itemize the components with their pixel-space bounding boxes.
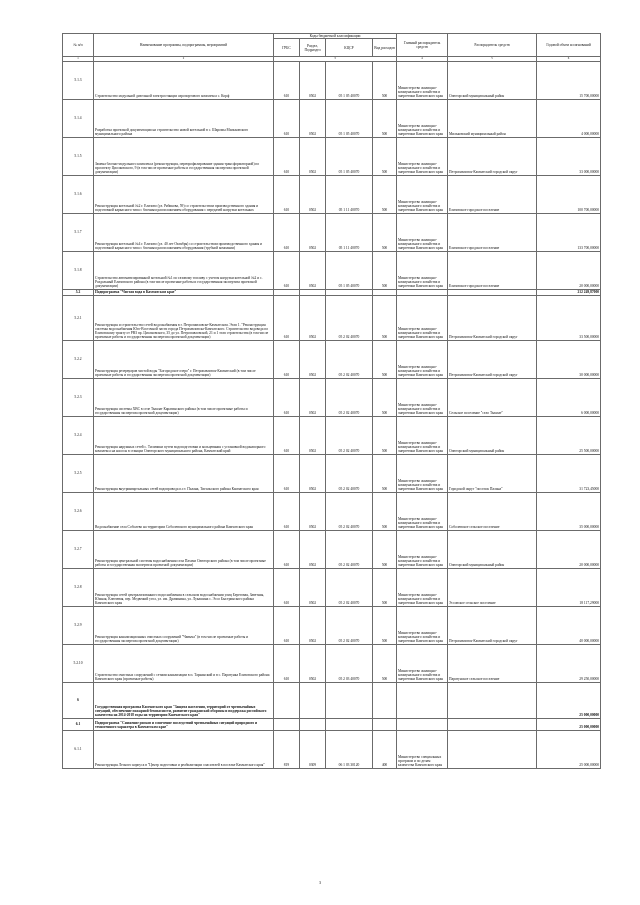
row-grbs: 610 <box>274 137 300 175</box>
row-number: 5.2.5 <box>63 454 94 492</box>
row-razdel: 0502 <box>300 340 326 378</box>
row-grbs: 610 <box>274 492 300 530</box>
row-vr: 500 <box>373 340 397 378</box>
row-grbs <box>274 718 300 730</box>
row-number: 6.1.1 <box>63 730 94 768</box>
row-recipient: Олюторский муниципальный район <box>448 416 537 454</box>
table-row <box>63 568 601 606</box>
row-total: 29 250,00000 <box>537 644 601 682</box>
row-vr: 500 <box>373 137 397 175</box>
row-ksr: 05 2 02 40070 <box>326 340 373 378</box>
row-vr: 500 <box>373 530 397 568</box>
row-recipient <box>448 730 537 768</box>
row-name: Государственная программа Камчатского края "Защита населения, территорий от чрезвычайных ситуаций, обеспечение пожарной безопасности, развитие гражданской обороны и поддержка российского казачества на 2014-2018 годы на территории Камчатского края" <box>94 682 274 718</box>
row-admin: Министерство жилищно-коммунального хозяйства и энергетики Камчатского края <box>397 530 448 568</box>
row-razdel: 0502 <box>300 251 326 289</box>
row-vr: 500 <box>373 416 397 454</box>
table-row <box>63 340 601 378</box>
row-total: 212 249,87000 <box>537 289 601 295</box>
row-total: 25 500,00000 <box>537 416 601 454</box>
row-name: Водоснабжение села Соболево на территории Соболевского муниципального района Камчатского края <box>94 492 274 530</box>
row-vr: 500 <box>373 175 397 213</box>
row-recipient: Елизовское городское поселение <box>448 251 537 289</box>
index-cell: 5 <box>448 57 537 61</box>
row-vr: 500 <box>373 213 397 251</box>
row-ksr: 05 2 02 40070 <box>326 492 373 530</box>
row-total: 6 000,00000 <box>537 378 601 416</box>
table-row <box>63 61 601 99</box>
row-number: 5.1.4 <box>63 99 94 137</box>
row-razdel: 0309 <box>300 730 326 768</box>
row-number: 5.1.5 <box>63 137 94 175</box>
row-name: Реконструкция канализационных очистных сооружений "Чавыча" (в том числе проектные работы и государственная экспертиза проектной документации) <box>94 606 274 644</box>
row-razdel: 0502 <box>300 454 326 492</box>
row-grbs: 610 <box>274 213 300 251</box>
row-recipient <box>448 682 537 718</box>
row-ksr: 06 1 03 30120 <box>326 730 373 768</box>
row-recipient: Петропавловск-Камчатский городской округ <box>448 137 537 175</box>
row-name: Реконструкция котельной №2 г. Елизово (ул. Рябикова, 59) со строительством производственного здания и подготовкой каркасного типа с блочным расположением оборудования с передачей нагрузки котельных <box>94 175 274 213</box>
row-vr: 400 <box>373 730 397 768</box>
row-number: 5.2.3 <box>63 378 94 416</box>
row-admin: Министерство специальных программ и по делам казачества Камчатского края <box>397 730 448 768</box>
row-razdel <box>300 718 326 730</box>
row-recipient: Петропавловск-Камчатский городской округ <box>448 606 537 644</box>
row-razdel: 0502 <box>300 295 326 340</box>
row-admin: Министерство жилищно-коммунального хозяйства и энергетики Камчатского края <box>397 644 448 682</box>
row-grbs: 610 <box>274 61 300 99</box>
header-ksr: КЦСР <box>326 39 373 57</box>
row-total: 33 500,00000 <box>537 295 601 340</box>
row-name: Реконструкция сетей централизованного водоснабжения в сельском водоснабжении улиц Береговая, Заветная, Южная, Ключевая, пер. Медвежий угол, ул. им. Драчинина, ул. Лукашина с. Эссо Быстринского района Камчатского края <box>94 568 274 606</box>
row-total: 25 000,00000 <box>537 682 601 718</box>
row-recipient: Городской округ "поселок Палана" <box>448 454 537 492</box>
row-name: Реконструкция котельной №4 г. Елизово (ул. 40 лет Октября) со строительством производственного здания и подготовкой каркасного типа с блочным расположением оборудования (трубной компании) <box>94 213 274 251</box>
row-grbs: 610 <box>274 340 300 378</box>
row-name: Замена блочно-модульного комплекса (реконструкция, перепрофилирование здания трансформаторной) по проспекту Циолковского, 9 (в том числе проектные работы и государственная экспертиза проектной документации) <box>94 137 274 175</box>
row-total: 4 000,00000 <box>537 99 601 137</box>
row-ksr <box>326 682 373 718</box>
row-number: 6 <box>63 682 94 718</box>
row-admin: Министерство жилищно-коммунального хозяйства и энергетики Камчатского края <box>397 213 448 251</box>
row-admin: Министерство жилищно-коммунального хозяйства и энергетики Камчатского края <box>397 568 448 606</box>
row-admin: Министерство жилищно-коммунального хозяйства и энергетики Камчатского края <box>397 454 448 492</box>
header-name: Наименование программы, подпрограммы, мероприятий <box>94 34 274 57</box>
row-number: 6.1 <box>63 718 94 730</box>
row-grbs: 610 <box>274 530 300 568</box>
row-admin: Министерство жилищно-коммунального хозяйства и энергетики Камчатского края <box>397 606 448 644</box>
row-total: 25 000,00000 <box>537 730 601 768</box>
row-total: 31 723,45000 <box>537 454 601 492</box>
table-row <box>63 416 601 454</box>
row-ksr: 05 1 05 40070 <box>326 61 373 99</box>
table-row <box>63 175 601 213</box>
row-admin: Министерство жилищно-коммунального хозяйства и энергетики Камчатского края <box>397 61 448 99</box>
page-number: 3 <box>319 880 321 885</box>
row-razdel: 0502 <box>300 61 326 99</box>
row-ksr: 05 2 02 40070 <box>326 295 373 340</box>
row-grbs: 610 <box>274 568 300 606</box>
row-admin: Министерство жилищно-коммунального хозяйства и энергетики Камчатского края <box>397 175 448 213</box>
row-vr: 500 <box>373 99 397 137</box>
row-total: 100 700,00000 <box>537 175 601 213</box>
row-ksr: 05 2 02 40070 <box>326 530 373 568</box>
row-admin: Министерство жилищно-коммунального хозяйства и энергетики Камчатского края <box>397 378 448 416</box>
table-row <box>63 454 601 492</box>
row-recipient: Петропавловск-Камчатский городской округ <box>448 295 537 340</box>
row-name: Реконструкция Лесного корпуса в "Центр подготовки и реабилитации спасателей в поселке Камчатского края" <box>94 730 274 768</box>
row-number: 5.2.4 <box>63 416 94 454</box>
table-row <box>63 644 601 682</box>
row-grbs: 610 <box>274 99 300 137</box>
row-name: Реконструкция и строительство сетей водоснабжения в г. Петропавловске-Камчатском. Этап 1. "Реконструкция системы водоснабжения Юго-Восточной части города Петропавловска-Камчатского. Строительство водовода по Елизовскому тракту от РВЗ пр. Циолковского, 35 до ул. Петропавловской, 21 и 1 этап строительства (в том числе проектные работы и государственная экспертиза проектной документации) <box>94 295 274 340</box>
row-recipient: Соболевское сельское поселение <box>448 492 537 530</box>
row-grbs: 610 <box>274 454 300 492</box>
header-grbs: ГРБС <box>274 39 300 57</box>
row-total: 133 700,00000 <box>537 213 601 251</box>
row-recipient: Елизовское городское поселение <box>448 213 537 251</box>
row-number: 5.1.3 <box>63 61 94 99</box>
row-total: 40 000,00000 <box>537 606 601 644</box>
row-grbs: 819 <box>274 730 300 768</box>
row-razdel: 0502 <box>300 137 326 175</box>
row-ksr: 05 1 05 40070 <box>326 99 373 137</box>
row-razdel: 0502 <box>300 492 326 530</box>
header-num: № п/п <box>63 34 94 57</box>
row-vr <box>373 682 397 718</box>
row-vr: 500 <box>373 378 397 416</box>
row-ksr: 05 2 02 40070 <box>326 416 373 454</box>
row-total: 35 000,00000 <box>537 492 601 530</box>
row-name: Разработка проектной документации на строительство новой котельной в с. Шаромы Мильковского муниципального района <box>94 99 274 137</box>
row-grbs: 610 <box>274 644 300 682</box>
row-name: Подпрограмма "Снижение рисков и смягчение последствий чрезвычайных ситуаций природного и техногенного характера в Камчатском крае" <box>94 718 274 730</box>
table-row <box>63 378 601 416</box>
row-vr <box>373 718 397 730</box>
row-recipient: Олюторский муниципальный район <box>448 530 537 568</box>
row-total: 18 117,29000 <box>537 568 601 606</box>
row-recipient: Олюторский муниципальный район <box>448 61 537 99</box>
row-total: 33 000,00000 <box>537 137 601 175</box>
header-vr: Вид расходов <box>373 39 397 57</box>
table-row <box>63 213 601 251</box>
row-grbs: 610 <box>274 416 300 454</box>
row-ksr: 05 2 02 40070 <box>326 568 373 606</box>
row-recipient <box>448 718 537 730</box>
row-name: Реконструкция центральной системы водоснабжения села Пахачи Олюторского района (в том числе проектные работы и государственная экспертиза проектной документации) <box>94 530 274 568</box>
table-row <box>63 530 601 568</box>
table-row <box>63 682 601 718</box>
row-name: Строительство автоматизированной котельной №1 по газовому топливу с учетом нагрузки котельной №2 и с. Раздольный Елизовского района (в том числе проектные работы и государственная экспертиза проектной документации) <box>94 251 274 289</box>
table-row <box>63 137 601 175</box>
row-number: 5.2.6 <box>63 492 94 530</box>
row-admin: Министерство жилищно-коммунального хозяйства и энергетики Камчатского края <box>397 251 448 289</box>
row-ksr: 05 1 11 40070 <box>326 213 373 251</box>
row-name: Реконструкция внутриквартальных сетей водопровода п.г.т. Палана, Тигильского района Камчатского края <box>94 454 274 492</box>
index-cell: 2 <box>94 57 274 61</box>
row-vr: 500 <box>373 61 397 99</box>
index-cell: 3 <box>274 57 397 61</box>
row-grbs: 610 <box>274 378 300 416</box>
row-vr: 500 <box>373 606 397 644</box>
header-total: Годовой объем ассигнований <box>537 34 601 57</box>
document-sheet <box>62 33 600 769</box>
row-number: 5.1.7 <box>63 213 94 251</box>
row-grbs: 610 <box>274 295 300 340</box>
row-grbs: 610 <box>274 606 300 644</box>
row-grbs: 610 <box>274 175 300 213</box>
row-recipient: Петропавловск-Камчатский городской округ <box>448 340 537 378</box>
row-razdel: 0502 <box>300 99 326 137</box>
row-total: 30 000,00000 <box>537 340 601 378</box>
index-cell: 4 <box>397 57 448 61</box>
row-recipient: Мильковский муниципальный район <box>448 99 537 137</box>
row-razdel: 0502 <box>300 606 326 644</box>
row-recipient: Елизовское городское поселение <box>448 175 537 213</box>
row-vr: 500 <box>373 295 397 340</box>
row-number: 5.1.8 <box>63 251 94 289</box>
row-total: 15 700,00000 <box>537 61 601 99</box>
row-ksr: 05 1 05 40070 <box>326 137 373 175</box>
table-row <box>63 492 601 530</box>
row-recipient: Эссовское сельское поселение <box>448 568 537 606</box>
row-ksr <box>326 718 373 730</box>
row-admin: Министерство жилищно-коммунального хозяйства и энергетики Камчатского края <box>397 295 448 340</box>
row-total: 20 000,00000 <box>537 251 601 289</box>
index-cell: 1 <box>63 57 94 61</box>
row-name: Реконструкция системы ХВС в селе Тымлат Карагинского района (в том числе проектные работы и государственная экспертиза проектной документации) <box>94 378 274 416</box>
row-razdel: 0502 <box>300 378 326 416</box>
row-number: 5.2.10 <box>63 644 94 682</box>
row-vr: 500 <box>373 251 397 289</box>
row-recipient: Сельское поселение "село Тымлат" <box>448 378 537 416</box>
row-razdel: 0502 <box>300 175 326 213</box>
row-razdel: 0502 <box>300 644 326 682</box>
row-grbs: 610 <box>274 251 300 289</box>
row-name: Подпрограмма "Чистая вода в Камчатском крае" <box>94 289 274 295</box>
row-razdel: 0502 <box>300 530 326 568</box>
row-total: 20 000,00000 <box>537 530 601 568</box>
row-number: 5.2.8 <box>63 568 94 606</box>
row-admin: Министерство жилищно-коммунального хозяйства и энергетики Камчатского края <box>397 416 448 454</box>
row-admin: Министерство жилищно-коммунального хозяйства и энергетики Камчатского края <box>397 340 448 378</box>
row-name: Реконструкция резервуаров чистой воды "Богородское озеро" г. Петропавловск-Камчатский (в том числе проектные работы и государственная экспертиза проектной документации) <box>94 340 274 378</box>
header-admin: Главный распорядитель средств <box>397 34 448 57</box>
table-row <box>63 99 601 137</box>
row-ksr: 05 1 11 40070 <box>326 175 373 213</box>
table-row <box>63 718 601 730</box>
row-number: 5.2.9 <box>63 606 94 644</box>
row-number: 5.2 <box>63 289 94 295</box>
row-ksr: 05 2 02 40070 <box>326 378 373 416</box>
row-razdel: 0502 <box>300 213 326 251</box>
row-admin <box>397 718 448 730</box>
table-row <box>63 606 601 644</box>
row-ksr: 05 2 02 40070 <box>326 606 373 644</box>
row-recipient: Паратунское сельское поселение <box>448 644 537 682</box>
row-number: 5.1.6 <box>63 175 94 213</box>
row-number: 5.2.1 <box>63 295 94 340</box>
row-name: Строительство модульной дизельной электростанции аэропортового комплекса с. Корф <box>94 61 274 99</box>
row-name: Реконструкция наружных сетей с. Тиличики путем водоподготовки и кольцевания с установкой водонапорного комплекса на насосы в станции Олюторского муниципального района, Камчатский край <box>94 416 274 454</box>
row-number: 5.2.2 <box>63 340 94 378</box>
row-ksr: 05 2 02 40070 <box>326 454 373 492</box>
row-vr: 500 <box>373 568 397 606</box>
table-row <box>63 730 601 768</box>
row-name: Строительство очистных сооружений с сетями канализации в п. Тарьинский и в с. Паратунка Елизовского района Камчатского края (проектные работы) <box>94 644 274 682</box>
row-admin <box>397 682 448 718</box>
row-admin: Министерство жилищно-коммунального хозяйства и энергетики Камчатского края <box>397 492 448 530</box>
row-ksr: 05 2 03 40070 <box>326 644 373 682</box>
row-number: 5.2.7 <box>63 530 94 568</box>
row-razdel: 0502 <box>300 416 326 454</box>
row-razdel <box>300 682 326 718</box>
row-vr: 500 <box>373 644 397 682</box>
row-total: 25 000,00000 <box>537 718 601 730</box>
index-cell: 6 <box>537 57 601 61</box>
table-body <box>63 61 601 768</box>
table-row <box>63 295 601 340</box>
budget-table <box>62 33 601 769</box>
row-grbs <box>274 682 300 718</box>
row-vr: 500 <box>373 492 397 530</box>
row-admin: Министерство жилищно-коммунального хозяйства и энергетики Камчатского края <box>397 99 448 137</box>
row-ksr: 05 1 05 40070 <box>326 251 373 289</box>
header-razdel: Раздел, Подраздел <box>300 39 326 57</box>
row-razdel: 0502 <box>300 568 326 606</box>
table-row <box>63 251 601 289</box>
row-admin: Министерство жилищно-коммунального хозяйства и энергетики Камчатского края <box>397 137 448 175</box>
header-codes-group: Коды бюджетной классификации <box>274 34 397 39</box>
row-vr: 500 <box>373 454 397 492</box>
header-recipient: Распорядитель средств <box>448 34 537 57</box>
